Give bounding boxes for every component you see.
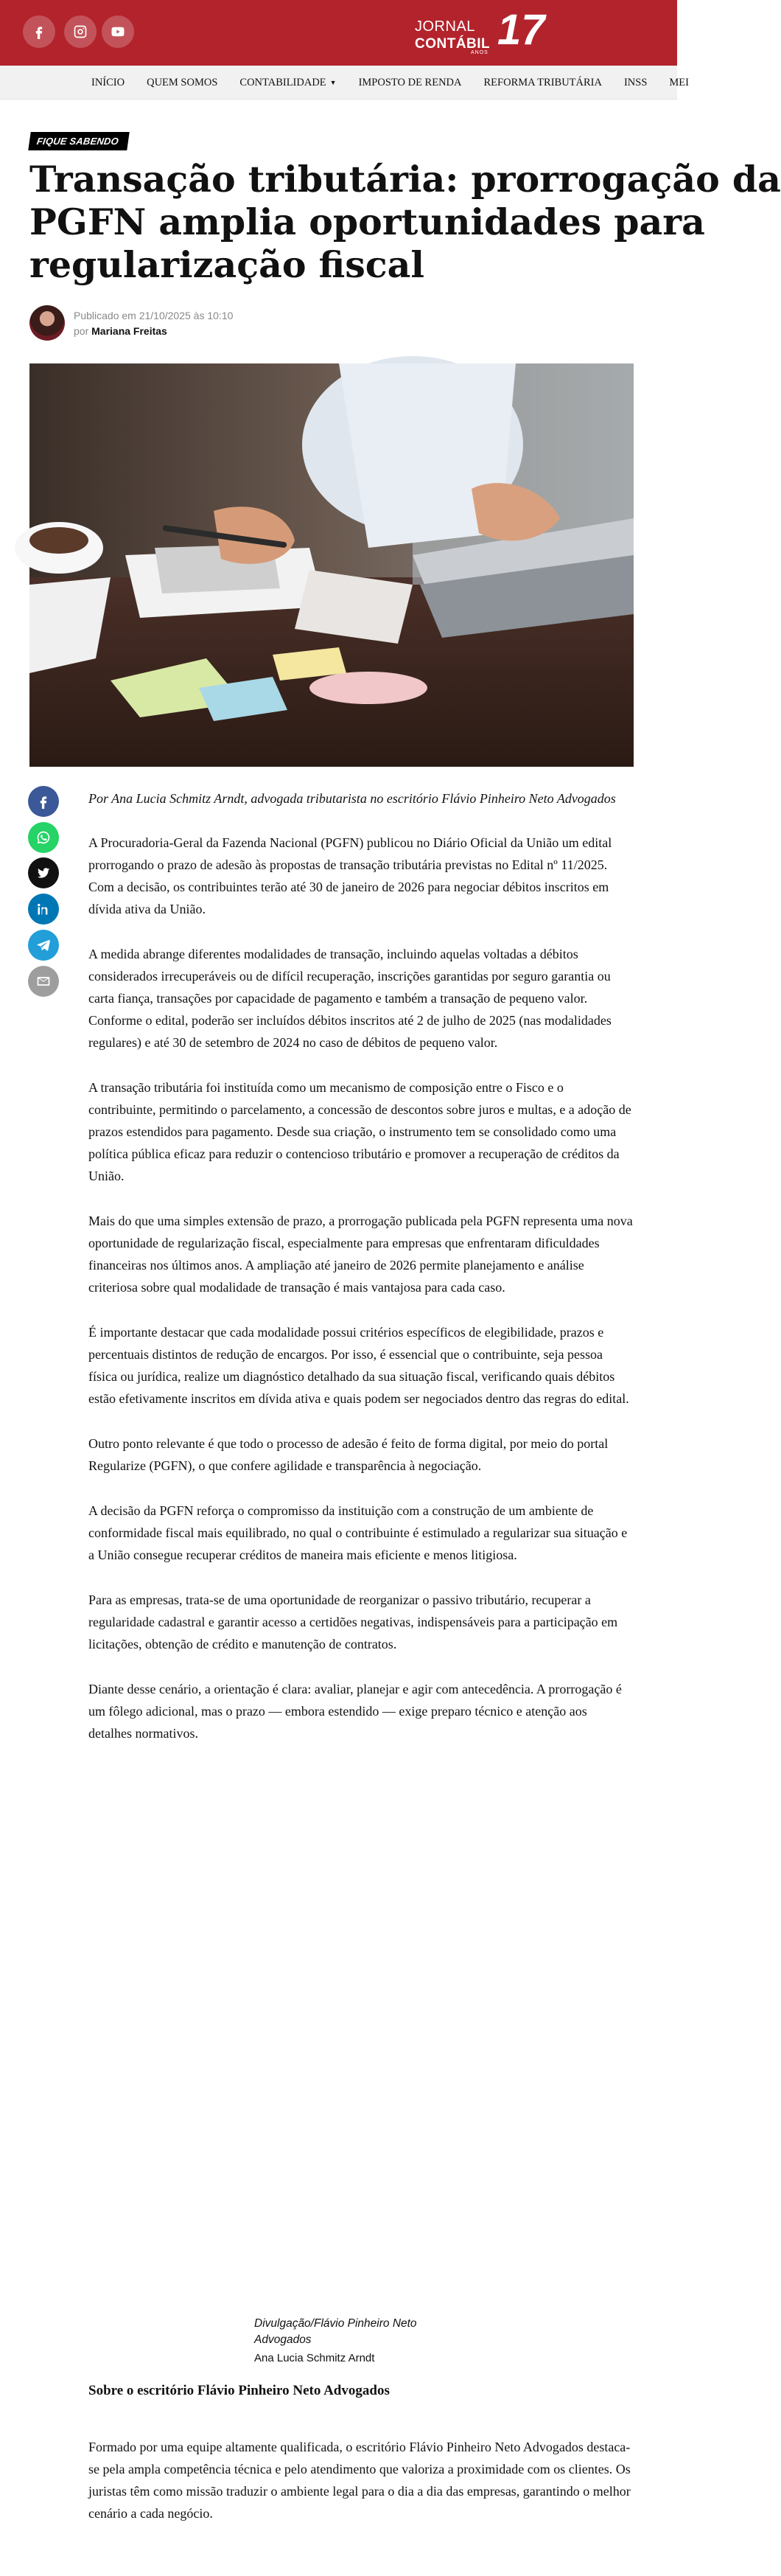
nav-item-quem-somos[interactable]: QUEM SOMOS [147, 76, 218, 88]
instagram-icon [73, 24, 88, 39]
telegram-icon [36, 938, 51, 953]
youtube-link[interactable] [102, 15, 134, 48]
hero-image [29, 363, 634, 767]
nav-item-reforma-tributaria[interactable]: REFORMA TRIBUTÁRIA [483, 76, 602, 88]
image-caption: Divulgação/Flávio Pinheiro Neto Advogados [254, 2317, 417, 2346]
article-meta [74, 308, 233, 339]
nav-item-contabilidade-label: CONTABILIDADE [239, 76, 326, 88]
logo-line2: CONTÁBIL [415, 36, 491, 52]
share-telegram-button[interactable] [28, 930, 59, 961]
share-whatsapp-button[interactable] [28, 822, 59, 853]
article-body [88, 787, 634, 1767]
about-text: Formado por uma equipe altamente qualificada, o escritório Flávio Pinheiro Neto Advogados destaca-se pela ampla competência técnica e pelo atendimento que valoriza a proximidade com os clientes. Os juristas têm como missão traduzir o ambiente legal para o dia a dia das empresas, garantindo o melhor cenário a cada negócio. [88, 2440, 631, 2521]
nav-menu [91, 66, 711, 100]
share-twitter-button[interactable] [28, 857, 59, 888]
title-line-1: Transação tributária: prorrogação da [29, 158, 781, 201]
nav-item-inicio[interactable]: INÍCIO [91, 76, 125, 88]
article-paragraph: A decisão da PGFN reforça o compromisso da instituição com a construção de um ambiente de conformidade fiscal mais equilibrado, no qual o contribuinte é estimulado a regularizar sua situação e a União consegue recuperar créditos de maneira mais eficiente e menos litigiosa. [88, 1503, 628, 1562]
site-logo[interactable] [415, 6, 545, 55]
caption-author: Ana Lucia Schmitz Arndt [254, 2352, 375, 2364]
nav-item-inss[interactable]: INSS [623, 76, 648, 88]
hero-photo-illustration [29, 363, 634, 767]
main-nav [0, 66, 689, 100]
email-icon [36, 974, 51, 989]
published-date: Publicado em 21/10/2025 às 10:10 [74, 310, 234, 321]
instagram-link[interactable] [64, 15, 97, 48]
article-paragraph: Outro ponto relevante é que todo o processo de adesão é feito de forma digital, por meio do portal Regularize (PGFN), o que confere agilidade e transparência à negociação. [88, 1436, 609, 1473]
top-header [0, 0, 677, 66]
whatsapp-icon [36, 830, 51, 845]
by-prefix: por [74, 325, 89, 337]
logo-line3: ANOS [471, 50, 488, 55]
logo-number: 17 [497, 6, 545, 54]
facebook-icon [32, 24, 46, 39]
logo-line1: JORNAL [415, 18, 475, 35]
share-linkedin-button[interactable] [28, 894, 59, 925]
article-paragraph: Mais do que uma simples extensão de prazo, a prorrogação publicada pela PGFN representa uma nova oportunidade de regularização fiscal, especialmente para empresas que enfrentaram dificuldades financeiras nos últimos anos. A ampliação até janeiro de 2026 permite planejamento e análise criteriosa sobre qual modalidade de transação é mais vantajosa para cada caso. [88, 1214, 633, 1295]
title-line-3: regularização fiscal [29, 243, 424, 286]
category-badge[interactable]: FIQUE SABENDO [28, 132, 129, 150]
about-title: Sobre o escritório Flávio Pinheiro Neto Advogados [88, 2383, 390, 2398]
author-name[interactable]: Mariana Freitas [91, 325, 167, 337]
chevron-down-icon: ▼ [329, 79, 337, 86]
share-email-button[interactable] [28, 966, 59, 997]
article-title [29, 158, 781, 286]
twitter-icon [36, 866, 51, 880]
nav-item-contabilidade[interactable] [239, 77, 336, 89]
article-paragraph: A transação tributária foi instituída como um mecanismo de composição entre o Fisco e o contribuinte, permitindo o parcelamento, a concessão de descontos sobre juros e multas, e a adoção de prazos estendidos para pagamento. Desde sua criação, o instrumento tem se consolidado como uma política pública eficaz para reduzir o contencioso tributário e promover a recuperação de créditos da União. [88, 1080, 631, 1183]
youtube-icon [111, 24, 125, 39]
article-paragraph: Para as empresas, trata-se de uma oportunidade de reorganizar o passivo tributário, recuperar a regularidade cadastral e garantir acesso a certidões negativas, indispensáveis para a participação em licitações, obtenção de crédito e manutenção de contratos. [88, 1592, 618, 1651]
article-paragraph: A medida abrange diferentes modalidades de transação, incluindo aquelas voltadas a débitos considerados irrecuperáveis ou de difícil recuperação, inscrições garantidas por seguro garantia ou carta fiança, transações por capacidade de pagamento e também a transação de pequeno valor. Conforme o edital, poderão ser incluídos débitos inscritos até 2 de julho de 2025 (nas modalidades regulares) e até 30 de setembro de 2024 no caso de débitos de pequeno valor. [88, 947, 612, 1050]
article-paragraph: É importante destacar que cada modalidade possui critérios específicos de elegibilidade, prazos e percentuais distintos de redução de encargos. Por isso, é essencial que o contribuinte, seja pessoa física ou jurídica, realize um diagnóstico detalhado da sua situação fiscal, verificando quais débitos estão efetivamente inscritos em dívida ativa e quais podem ser negociados dentro das regras do edital. [88, 1325, 629, 1406]
article-byline: Por Ana Lucia Schmitz Arndt, advogada tributarista no escritório Flávio Pinheiro Neto Advogados [88, 791, 616, 806]
article-paragraph: Diante desse cenário, a orientação é clara: avaliar, planejar e agir com antecedência. A prorrogação é um fôlego adicional, mas o prazo — embora estendido — exige preparo técnico e atenção aos detalhes normativos. [88, 1682, 622, 1741]
nav-item-imposto-de-renda[interactable]: IMPOSTO DE RENDA [358, 76, 462, 88]
facebook-link[interactable] [23, 15, 55, 48]
linkedin-icon [36, 902, 51, 916]
facebook-icon [36, 794, 51, 809]
author-line [74, 324, 233, 339]
article-paragraph: A Procuradoria-Geral da Fazenda Nacional (PGFN) publicou no Diário Oficial da União um edital prorrogando o prazo de adesão às propostas de transação tributária previstas no Edital nº 11/2025. Com a decisão, os contribuintes terão até 30 de janeiro de 2026 para negociar débitos inscritos em dívida ativa da União. [88, 835, 612, 916]
nav-item-mei[interactable]: MEI [669, 76, 689, 88]
title-line-2: PGFN amplia oportunidades para [29, 201, 705, 243]
share-facebook-button[interactable] [28, 786, 59, 817]
avatar[interactable] [29, 305, 65, 341]
